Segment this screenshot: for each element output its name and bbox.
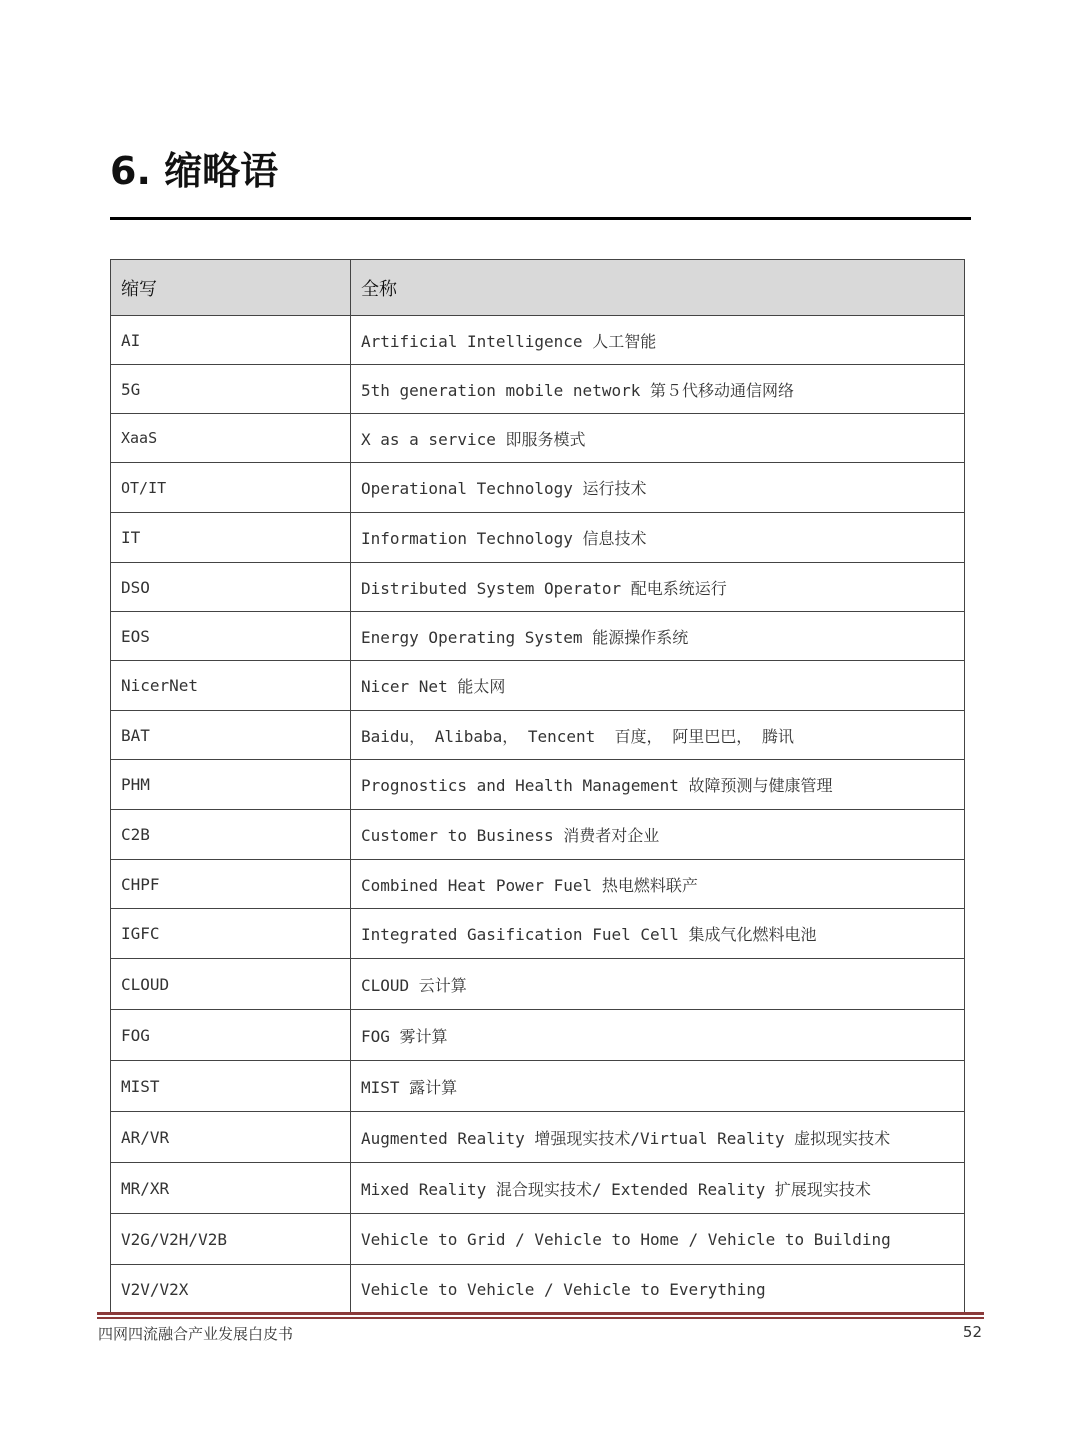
abbr-cell: FOG: [111, 1010, 351, 1061]
abbr-cell: PHM: [111, 760, 351, 810]
table-row: [111, 1112, 965, 1163]
table-row: [111, 1214, 965, 1265]
footer-divider-top: [97, 1312, 984, 1315]
full-name-cell: Customer to Business 消费者对企业: [351, 810, 965, 860]
table-row: [111, 414, 965, 463]
table-row: [111, 513, 965, 563]
abbr-cell: NicerNet: [111, 661, 351, 711]
abbr-cell: V2V/V2X: [111, 1265, 351, 1315]
abbr-cell: OT/IT: [111, 463, 351, 513]
full-name-cell: Information Technology 信息技术: [351, 513, 965, 563]
full-name-cell: Artificial Intelligence 人工智能: [351, 316, 965, 365]
footer-divider-bottom: [97, 1317, 984, 1319]
abbr-cell: IT: [111, 513, 351, 563]
page-title: 6. 缩略语: [110, 149, 279, 193]
full-name-cell: Operational Technology 运行技术: [351, 463, 965, 513]
full-name-cell: X as a service 即服务模式: [351, 414, 965, 463]
abbr-cell: MR/XR: [111, 1163, 351, 1214]
full-name-cell: CLOUD 云计算: [351, 959, 965, 1010]
table-row: [111, 1265, 965, 1315]
table-row: [111, 909, 965, 959]
abbreviation-table: [110, 259, 965, 1315]
full-name-cell: Baidu， Alibaba， Tencent 百度， 阿里巴巴， 腾讯: [351, 711, 965, 760]
table-row: [111, 860, 965, 909]
abbr-cell: CLOUD: [111, 959, 351, 1010]
table-row: [111, 563, 965, 612]
table-row: [111, 711, 965, 760]
abbr-cell: DSO: [111, 563, 351, 612]
full-name-cell: Mixed Reality 混合现实技术/ Extended Reality 扩展现实技术: [351, 1163, 965, 1214]
full-name-cell: Vehicle to Vehicle / Vehicle to Everything: [351, 1265, 965, 1315]
full-name-cell: Combined Heat Power Fuel 热电燃料联产: [351, 860, 965, 909]
table-row: [111, 810, 965, 860]
table-row: [111, 1061, 965, 1112]
full-name-cell: FOG 雾计算: [351, 1010, 965, 1061]
table-header-row: [111, 260, 965, 316]
abbr-cell: BAT: [111, 711, 351, 760]
abbr-cell: V2G/V2H/V2B: [111, 1214, 351, 1265]
full-name-cell: Energy Operating System 能源操作系统: [351, 612, 965, 661]
abbr-cell: XaaS: [111, 414, 351, 463]
full-name-cell: Augmented Reality 增强现实技术/Virtual Reality 虚拟现实技术: [351, 1112, 965, 1163]
table-row: [111, 959, 965, 1010]
abbr-cell: EOS: [111, 612, 351, 661]
footer-page-number: 52: [962, 1323, 982, 1341]
abbr-cell: 5G: [111, 365, 351, 414]
full-name-cell: MIST 露计算: [351, 1061, 965, 1112]
table-row: [111, 612, 965, 661]
table-row: [111, 463, 965, 513]
table-row: [111, 760, 965, 810]
footer-document-title: 四网四流融合产业发展白皮书: [98, 1325, 294, 1343]
full-name-cell: Prognostics and Health Management 故障预测与健康管理: [351, 760, 965, 810]
full-name-cell: 5th generation mobile network 第５代移动通信网络: [351, 365, 965, 414]
table-row: [111, 661, 965, 711]
header-full-name: 全称: [351, 260, 965, 316]
full-name-cell: Vehicle to Grid / Vehicle to Home / Vehicle to Building: [351, 1214, 965, 1265]
title-divider: [110, 217, 971, 220]
table-row: [111, 1163, 965, 1214]
full-name-cell: Distributed System Operator 配电系统运行: [351, 563, 965, 612]
abbr-cell: AI: [111, 316, 351, 365]
abbr-cell: IGFC: [111, 909, 351, 959]
table-row: [111, 365, 965, 414]
abbr-cell: CHPF: [111, 860, 351, 909]
header-abbr: 缩写: [111, 260, 351, 316]
table-row: [111, 316, 965, 365]
table-row: [111, 1010, 965, 1061]
abbr-cell: MIST: [111, 1061, 351, 1112]
abbr-cell: C2B: [111, 810, 351, 860]
full-name-cell: Integrated Gasification Fuel Cell 集成气化燃料电池: [351, 909, 965, 959]
abbr-cell: AR/VR: [111, 1112, 351, 1163]
full-name-cell: Nicer Net 能太网: [351, 661, 965, 711]
